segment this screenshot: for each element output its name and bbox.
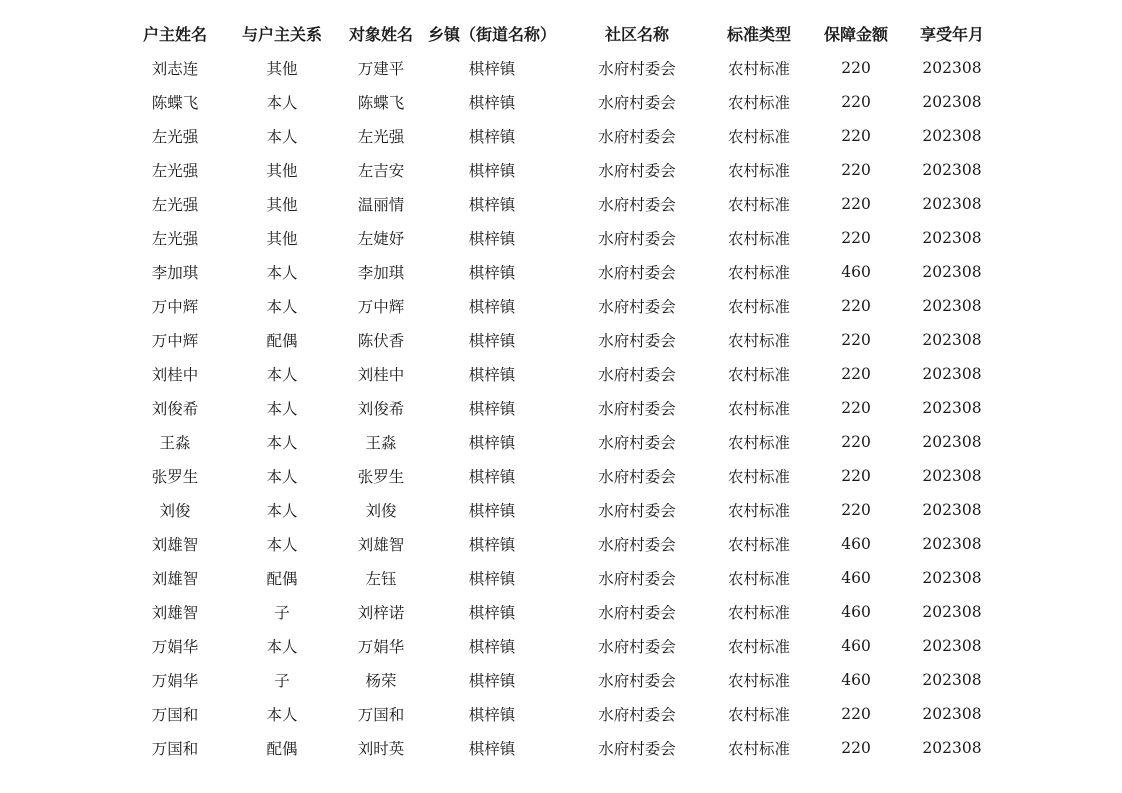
table-row [120,493,992,527]
householder-name-cell: 万娟华 [151,638,199,656]
month-cell: 202308 [922,263,982,281]
amount-cell: 460 [841,637,871,655]
community-cell: 水府村委会 [598,400,676,418]
month-cell: 202308 [922,195,982,213]
township-cell: 棋梓镇 [468,264,516,282]
standard-type-cell: 农村标准 [728,332,791,350]
table-row [120,527,992,561]
month-cell: 202308 [922,637,982,655]
amount-cell: 220 [841,195,871,213]
header-community: 社区名称 [605,25,670,44]
relationship-cell: 本人 [266,468,298,486]
beneficiary-name-cell: 万娟华 [357,638,405,656]
standard-type-cell: 农村标准 [728,94,791,112]
relationship-cell: 子 [274,604,290,622]
township-cell: 棋梓镇 [468,128,516,146]
community-cell: 水府村委会 [598,570,676,588]
header-month: 享受年月 [920,25,985,44]
township-cell: 棋梓镇 [468,706,516,724]
township-cell: 棋梓镇 [468,468,516,486]
householder-name-cell: 左光强 [151,162,199,180]
beneficiary-name-cell: 李加琪 [357,264,405,282]
community-cell: 水府村委会 [598,672,676,690]
amount-cell: 220 [841,739,871,757]
standard-type-cell: 农村标准 [728,468,791,486]
month-cell: 202308 [922,331,982,349]
month-cell: 202308 [922,535,982,553]
table-body [120,51,992,765]
relationship-cell: 本人 [266,434,298,452]
relationship-cell: 其他 [266,60,298,78]
month-cell: 202308 [922,467,982,485]
amount-cell: 220 [841,297,871,315]
relationship-cell: 本人 [266,638,298,656]
relationship-cell: 其他 [266,196,298,214]
community-cell: 水府村委会 [598,468,676,486]
community-cell: 水府村委会 [598,434,676,452]
beneficiary-table [120,16,992,765]
month-cell: 202308 [922,671,982,689]
beneficiary-name-cell: 刘桂中 [357,366,405,384]
month-cell: 202308 [922,59,982,77]
amount-cell: 460 [841,569,871,587]
amount-cell: 220 [841,229,871,247]
community-cell: 水府村委会 [598,638,676,656]
table-row [120,255,992,289]
header-relationship: 与户主关系 [241,25,322,44]
relationship-cell: 配偶 [266,740,298,758]
relationship-cell: 其他 [266,162,298,180]
month-cell: 202308 [922,705,982,723]
table-row [120,221,992,255]
community-cell: 水府村委会 [598,298,676,316]
relationship-cell: 子 [274,672,290,690]
table-header [120,16,992,51]
standard-type-cell: 农村标准 [728,128,791,146]
table-row [120,561,992,595]
community-cell: 水府村委会 [598,162,676,180]
community-cell: 水府村委会 [598,366,676,384]
standard-type-cell: 农村标准 [728,706,791,724]
beneficiary-name-cell: 陈蝶飞 [357,94,405,112]
householder-name-cell: 万国和 [151,706,199,724]
beneficiary-name-cell: 万国和 [357,706,405,724]
amount-cell: 220 [841,399,871,417]
table-row [120,357,992,391]
month-cell: 202308 [922,127,982,145]
beneficiary-name-cell: 王淼 [365,434,397,452]
householder-name-cell: 张罗生 [151,468,199,486]
amount-cell: 220 [841,59,871,77]
month-cell: 202308 [922,365,982,383]
header-householder-name: 户主姓名 [142,25,207,44]
beneficiary-name-cell: 杨荣 [365,672,397,690]
amount-cell: 460 [841,263,871,281]
standard-type-cell: 农村标准 [728,536,791,554]
householder-name-cell: 刘雄智 [151,604,199,622]
month-cell: 202308 [922,603,982,621]
table-row [120,85,992,119]
community-cell: 水府村委会 [598,536,676,554]
community-cell: 水府村委会 [598,230,676,248]
table-row [120,629,992,663]
standard-type-cell: 农村标准 [728,502,791,520]
amount-cell: 220 [841,501,871,519]
township-cell: 棋梓镇 [468,434,516,452]
householder-name-cell: 刘雄智 [151,536,199,554]
table-row [120,663,992,697]
householder-name-cell: 刘俊 [159,502,191,520]
community-cell: 水府村委会 [598,332,676,350]
relationship-cell: 本人 [266,706,298,724]
standard-type-cell: 农村标准 [728,298,791,316]
amount-cell: 220 [841,127,871,145]
month-cell: 202308 [922,229,982,247]
standard-type-cell: 农村标准 [728,196,791,214]
beneficiary-name-cell: 左钰 [365,570,397,588]
amount-cell: 220 [841,467,871,485]
community-cell: 水府村委会 [598,604,676,622]
relationship-cell: 本人 [266,502,298,520]
table-row [120,323,992,357]
header-standard-type: 标准类型 [727,25,792,44]
householder-name-cell: 刘桂中 [151,366,199,384]
table-row [120,459,992,493]
relationship-cell: 本人 [266,366,298,384]
table-row [120,731,992,765]
standard-type-cell: 农村标准 [728,230,791,248]
amount-cell: 220 [841,433,871,451]
relationship-cell: 本人 [266,400,298,418]
relationship-cell: 其他 [266,230,298,248]
township-cell: 棋梓镇 [468,332,516,350]
beneficiary-name-cell: 陈伏香 [357,332,405,350]
householder-name-cell: 刘俊希 [151,400,199,418]
community-cell: 水府村委会 [598,196,676,214]
standard-type-cell: 农村标准 [728,400,791,418]
standard-type-cell: 农村标准 [728,570,791,588]
community-cell: 水府村委会 [598,94,676,112]
community-cell: 水府村委会 [598,706,676,724]
township-cell: 棋梓镇 [468,740,516,758]
amount-cell: 460 [841,535,871,553]
township-cell: 棋梓镇 [468,604,516,622]
township-cell: 棋梓镇 [468,94,516,112]
month-cell: 202308 [922,399,982,417]
beneficiary-name-cell: 温丽情 [357,196,405,214]
relationship-cell: 本人 [266,298,298,316]
beneficiary-name-cell: 刘雄智 [357,536,405,554]
community-cell: 水府村委会 [598,264,676,282]
header-township: 乡镇（街道名称） [428,25,557,44]
beneficiary-name-cell: 刘俊希 [357,400,405,418]
relationship-cell: 本人 [266,264,298,282]
amount-cell: 220 [841,331,871,349]
beneficiary-name-cell: 刘俊 [365,502,397,520]
table-row [120,425,992,459]
householder-name-cell: 万娟华 [151,672,199,690]
standard-type-cell: 农村标准 [728,434,791,452]
householder-name-cell: 李加琪 [151,264,199,282]
householder-name-cell: 万中辉 [151,332,199,350]
township-cell: 棋梓镇 [468,400,516,418]
standard-type-cell: 农村标准 [728,60,791,78]
table-row [120,153,992,187]
beneficiary-name-cell: 刘梓诺 [357,604,405,622]
householder-name-cell: 刘志连 [151,60,199,78]
householder-name-cell: 左光强 [151,128,199,146]
relationship-cell: 配偶 [266,570,298,588]
standard-type-cell: 农村标准 [728,740,791,758]
beneficiary-name-cell: 刘时英 [357,740,405,758]
month-cell: 202308 [922,433,982,451]
householder-name-cell: 刘雄智 [151,570,199,588]
standard-type-cell: 农村标准 [728,604,791,622]
standard-type-cell: 农村标准 [728,162,791,180]
amount-cell: 460 [841,603,871,621]
community-cell: 水府村委会 [598,740,676,758]
month-cell: 202308 [922,93,982,111]
relationship-cell: 配偶 [266,332,298,350]
householder-name-cell: 陈蝶飞 [151,94,199,112]
community-cell: 水府村委会 [598,128,676,146]
township-cell: 棋梓镇 [468,638,516,656]
beneficiary-name-cell: 左光强 [357,128,405,146]
householder-name-cell: 左光强 [151,196,199,214]
beneficiary-name-cell: 万中辉 [357,298,405,316]
month-cell: 202308 [922,297,982,315]
amount-cell: 220 [841,161,871,179]
beneficiary-name-cell: 左吉安 [357,162,405,180]
amount-cell: 220 [841,93,871,111]
township-cell: 棋梓镇 [468,570,516,588]
township-cell: 棋梓镇 [468,196,516,214]
beneficiary-name-cell: 张罗生 [357,468,405,486]
householder-name-cell: 万国和 [151,740,199,758]
township-cell: 棋梓镇 [468,60,516,78]
table-row [120,119,992,153]
header-row [120,16,992,51]
relationship-cell: 本人 [266,94,298,112]
month-cell: 202308 [922,161,982,179]
table-row [120,697,992,731]
month-cell: 202308 [922,501,982,519]
householder-name-cell: 王淼 [159,434,191,452]
standard-type-cell: 农村标准 [728,366,791,384]
month-cell: 202308 [922,569,982,587]
header-beneficiary-name: 对象姓名 [348,25,413,44]
township-cell: 棋梓镇 [468,298,516,316]
township-cell: 棋梓镇 [468,366,516,384]
beneficiary-name-cell: 万建平 [357,60,405,78]
community-cell: 水府村委会 [598,502,676,520]
householder-name-cell: 左光强 [151,230,199,248]
householder-name-cell: 万中辉 [151,298,199,316]
table-row [120,391,992,425]
township-cell: 棋梓镇 [468,672,516,690]
relationship-cell: 本人 [266,128,298,146]
amount-cell: 220 [841,365,871,383]
beneficiary-name-cell: 左婕妤 [357,230,405,248]
table-row [120,51,992,85]
township-cell: 棋梓镇 [468,536,516,554]
standard-type-cell: 农村标准 [728,264,791,282]
table-row [120,289,992,323]
relationship-cell: 本人 [266,536,298,554]
amount-cell: 460 [841,671,871,689]
amount-cell: 220 [841,705,871,723]
standard-type-cell: 农村标准 [728,672,791,690]
township-cell: 棋梓镇 [468,230,516,248]
township-cell: 棋梓镇 [468,162,516,180]
table-row [120,187,992,221]
table-row [120,595,992,629]
standard-type-cell: 农村标准 [728,638,791,656]
township-cell: 棋梓镇 [468,502,516,520]
header-amount: 保障金额 [824,25,889,44]
community-cell: 水府村委会 [598,60,676,78]
month-cell: 202308 [922,739,982,757]
